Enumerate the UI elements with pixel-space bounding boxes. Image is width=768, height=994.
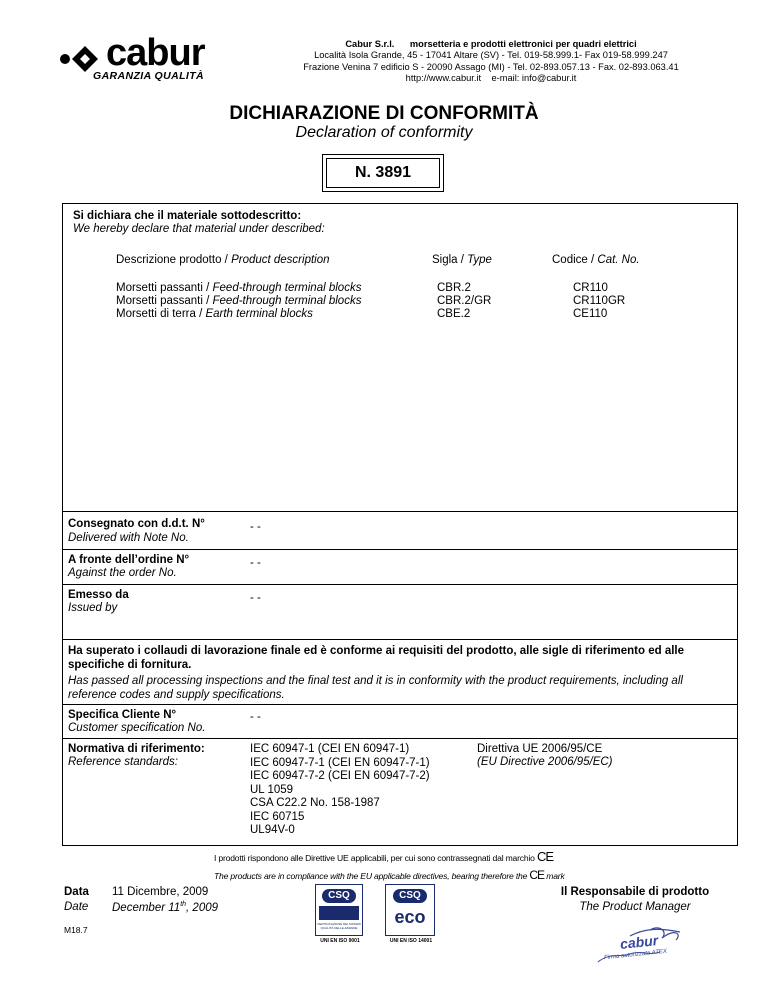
- delivered-label-en: Delivered with Note No.: [68, 532, 189, 544]
- csq-9001-frame: [315, 884, 363, 936]
- customer-spec-value: - -: [250, 711, 261, 723]
- company-address-line: Località Isola Grande, 45 - 17041 Altare (SV) - Tel. 019-58.999.1- Fax 019-58.999.247: [314, 50, 668, 61]
- product-desc-it: Morsetti passanti /: [116, 295, 213, 307]
- csq-14001-caption: UNI EN ISO 14001: [389, 938, 433, 944]
- column-header-type: [432, 254, 492, 268]
- column-header-type-it: Sigla /: [432, 254, 468, 266]
- product-desc-en: Feed-through terminal blocks: [212, 282, 362, 294]
- customer-spec-label-it: Specifica Cliente N°: [68, 709, 177, 721]
- csq-14001-badge: [385, 884, 437, 944]
- csq-14001-frame: [385, 884, 435, 936]
- standard-item: IEC 60947-7-2 (CEI EN 60947-7-2): [250, 770, 430, 782]
- product-type: CBR.2/GR: [437, 295, 492, 307]
- divider: [63, 584, 737, 585]
- date-en-ordinal: th: [180, 901, 187, 908]
- logo-wordmark: cabur: [106, 32, 205, 74]
- product-desc-it: Morsetti passanti /: [116, 282, 213, 294]
- standards-label-it: Normativa di riferimento:: [68, 743, 205, 755]
- signature-stamp: [590, 922, 700, 968]
- date-label-it: Data: [64, 886, 89, 898]
- divider: [63, 511, 737, 512]
- quality-guarantee-label: GARANZIA QUALITÀ: [93, 70, 204, 82]
- standard-item: UL 1059: [250, 783, 294, 796]
- product-type: CBE.2: [437, 308, 471, 320]
- directive-it: Direttiva UE 2006/95/CE: [477, 743, 603, 755]
- issued-value: - -: [250, 592, 261, 604]
- divider: [63, 704, 737, 705]
- standards-list: [250, 743, 430, 838]
- column-header-description-it: Descrizione prodotto /: [116, 254, 232, 266]
- product-type: CBR.2: [437, 282, 471, 294]
- company-address-line: Frazione Venina 7 edificio S - 20090 Assago (MI) - Tel. 02-893.057.13 - Fax. 02-893.063.41: [303, 61, 679, 72]
- date-en-main: December 11: [112, 901, 181, 914]
- issued-label-en: Issued by: [68, 602, 118, 614]
- standard-item: UL94V-0: [250, 824, 295, 836]
- company-info: [256, 39, 726, 84]
- directive-en: (EU Directive 2006/95/EC): [477, 756, 613, 768]
- page-title: DICHIARAZIONE DI CONFORMITÀ: [229, 103, 539, 124]
- page-subtitle: Declaration of conformity: [295, 124, 473, 141]
- standard-item: IEC 60715: [250, 810, 305, 823]
- column-header-code-en: Cat. No.: [597, 254, 640, 266]
- divider: [63, 549, 737, 550]
- manager-label-en: The Product Manager: [579, 901, 691, 913]
- product-desc-en: Earth terminal blocks: [205, 308, 313, 320]
- order-label-it: A fronte dell’ordine N°: [68, 554, 190, 566]
- product-desc-it: Morsetti di terra /: [116, 308, 206, 320]
- standard-item: CSA C22.2 No. 158-1987: [250, 797, 380, 809]
- passed-text-it: Ha superato i collaudi di lavorazione finale ed è conforme ai requisiti del prodotto, alle sigle di riferimento ed alle specifiche di fornitura.: [68, 645, 685, 671]
- product-code: CE110: [573, 308, 608, 320]
- product-row: [116, 308, 313, 322]
- csq-logo-icon: CSQ: [393, 889, 427, 903]
- ce-note-it-text: I prodotti rispondono alle Direttive UE applicabili, per cui sono contrassegnati dal marchio: [214, 853, 535, 863]
- order-value: - -: [250, 557, 261, 569]
- csq-9001-badge: [315, 884, 365, 944]
- ce-note-en-text: The products are in compliance with the EU applicable directives, bearing therefore the: [214, 871, 528, 881]
- date-value-en: [112, 901, 218, 914]
- column-header-code-it: Codice /: [552, 254, 598, 266]
- ce-note-en-mark-word: mark: [546, 871, 565, 881]
- declare-it: Si dichiara che il materiale sottodescritto:: [73, 210, 302, 222]
- issued-label-it: Emesso da: [68, 589, 129, 601]
- date-label-en: Date: [64, 901, 89, 913]
- standards-label-en: Reference standards:: [68, 756, 178, 768]
- signature-stamp-text: cabur: [619, 932, 659, 952]
- manager-label-it: Il Responsabile di prodotto: [560, 886, 710, 898]
- standard-item: IEC 60947-1 (CEI EN 60947-1): [250, 743, 410, 755]
- divider: [63, 738, 737, 739]
- declare-en: We hereby declare that material under described:: [73, 223, 325, 235]
- declaration-number-box: [322, 154, 444, 192]
- csq-logo-icon: CSQ: [322, 889, 356, 903]
- passed-text-en: Has passed all processing inspections and the final test and it is in conformity with the product requirements, including all reference codes and supply specifications.: [68, 675, 683, 701]
- csq-bar-icon: [319, 906, 359, 920]
- ce-note-en: [214, 868, 565, 882]
- product-code: CR110: [573, 282, 608, 294]
- column-header-description-en: Product description: [231, 254, 330, 266]
- column-header-code: [552, 254, 640, 268]
- company-web-line: http://www.cabur.it e-mail: info@cabur.it: [405, 72, 577, 83]
- company-name-line: Cabur S.r.l. morsetteria e prodotti elettronici per quadri elettrici: [345, 39, 637, 49]
- declaration-frame: [62, 203, 738, 882]
- eco-logo-icon: eco: [394, 907, 426, 927]
- signature-stamp-caption: Firma autorizzata ATEX: [603, 948, 668, 962]
- delivered-label-it: Consegnato con d.d.t. N°: [68, 518, 205, 530]
- declaration-number: N. 3891: [326, 158, 440, 188]
- product-row: [116, 295, 361, 309]
- date-en-year: , 2009: [186, 901, 219, 914]
- divider: [63, 639, 737, 640]
- order-label-en: Against the order No.: [68, 567, 177, 579]
- product-row: [116, 282, 361, 296]
- product-desc-en: Feed-through terminal blocks: [212, 295, 362, 307]
- ce-mark: CE: [536, 849, 554, 864]
- ce-note-it: [214, 849, 553, 864]
- delivered-value: - -: [250, 521, 261, 533]
- csq-9001-small: CERTIFICAZIONE DEI SISTEMI QUALITÀ DELLE AZIENDE: [317, 922, 361, 930]
- column-header-description: [116, 254, 330, 268]
- csq-9001-caption: UNI EN ISO 9001: [320, 938, 360, 944]
- customer-spec-label-en: Customer specification No.: [68, 722, 206, 734]
- product-code: CR110GR: [573, 295, 626, 307]
- date-value-it: 11 Dicembre, 2009: [112, 886, 209, 898]
- column-header-type-en: Type: [467, 254, 492, 266]
- form-code: M18.7: [64, 925, 88, 935]
- standard-item: IEC 60947-7-1 (CEI EN 60947-7-1): [250, 756, 430, 769]
- ce-mark: CE: [529, 868, 545, 882]
